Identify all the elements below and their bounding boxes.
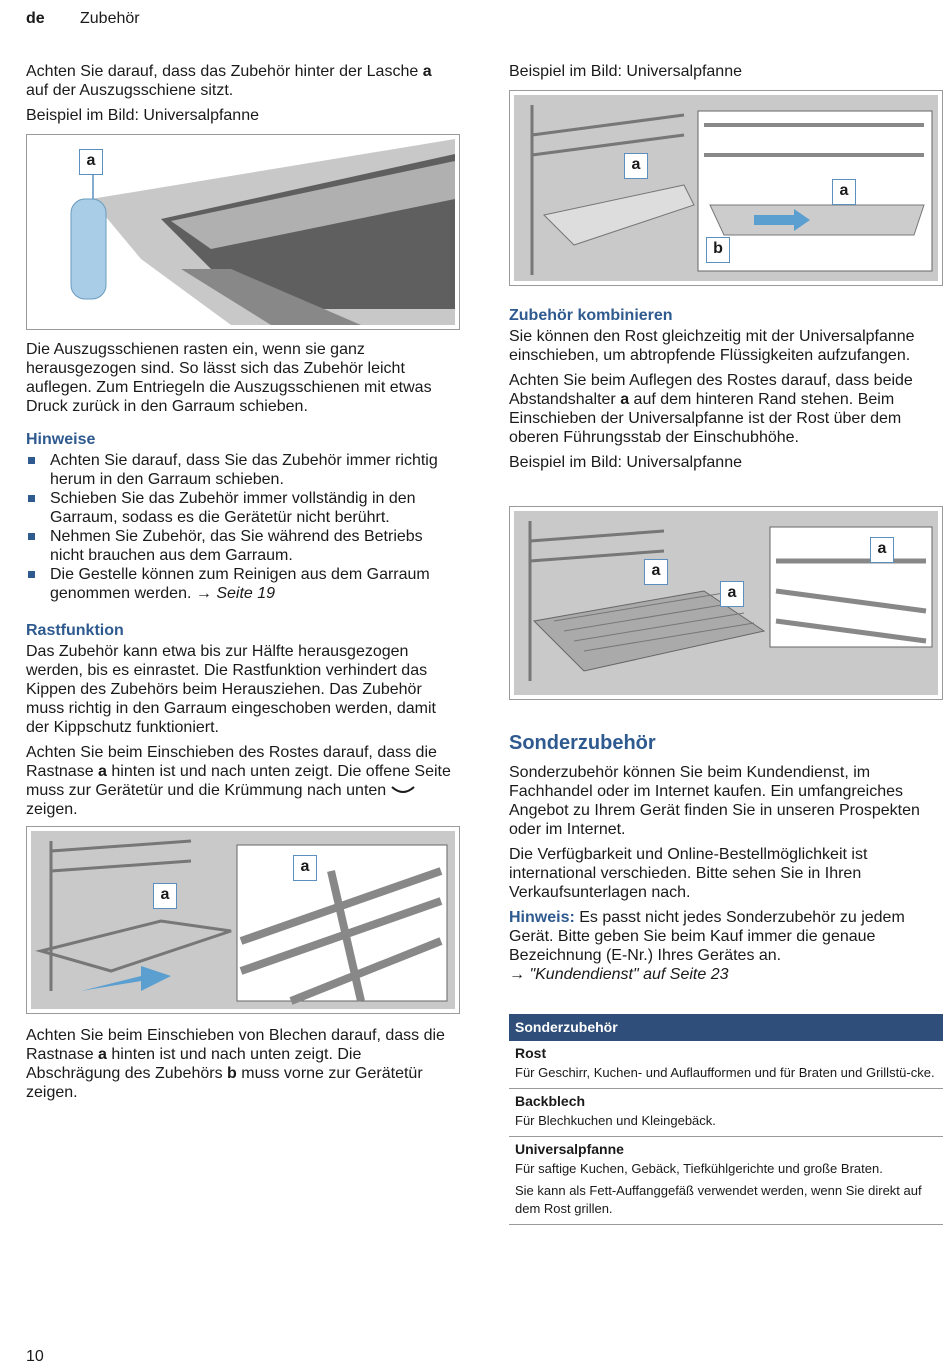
right-column-sonder	[509, 734, 941, 990]
paragraph-rast-2: Achten Sie beim Einschieben des Rostes darauf, dass die Rastnase a hinten ist und nach unten zeigt. Die offene Seite muss zur Gerätetür und die Krümmung nach unten zeigen.	[26, 744, 451, 818]
figure-rack-insert	[26, 826, 460, 1014]
paragraph-lasche: Achten Sie darauf, dass das Zubehör hinter der Lasche a auf der Auszugsschiene sitzt.	[26, 63, 432, 99]
left-column-top	[26, 62, 458, 131]
table-row	[509, 1137, 943, 1225]
example-caption: Beispiel im Bild: Universalpfanne	[509, 63, 742, 80]
accessory-name: Backblech	[515, 1093, 586, 1109]
list-item: Schieben Sie das Zubehör immer vollständig in den Garraum, sodass es die Gerätetür nicht berührt.	[26, 489, 458, 527]
accessory-desc: Für saftige Kuchen, Gebäck, Tiefkühlgerichte und große Braten.	[515, 1161, 883, 1176]
callout-b: b	[706, 237, 730, 263]
accessory-table	[509, 1014, 943, 1225]
paragraph-sonder-1: Sonderzubehör können Sie beim Kundendienst, im Fachhandel oder im Internet kaufen. Ein umfangreiches Angebot zu Ihrem Gerät finden Sie in unseren Prospekten oder im Internet.	[509, 764, 920, 838]
paragraph-komb-2: Achten Sie beim Auflegen des Rostes darauf, dass beide Abstandshalter a auf dem hinteren Rand stehen. Beim Einschieben der Universalpfanne ist der Rost über dem oberen Führungsstab der Einschubhöhe.	[509, 372, 913, 446]
hinweis-label: Hinweis:	[509, 909, 575, 926]
figure-rack-and-pan	[509, 506, 943, 700]
language-tag: de	[26, 10, 45, 27]
callout-a: a	[720, 581, 744, 607]
accessory-table-wrapper	[509, 1014, 943, 1225]
callout-a: a	[624, 153, 648, 179]
callout-a: a	[79, 149, 103, 175]
right-column-mid	[509, 306, 941, 478]
hinweise-heading: Hinweise	[26, 431, 96, 448]
left-column-mid	[26, 340, 458, 825]
list-item: Nehmen Sie Zubehör, das Sie während des Betriebs nicht brauchen aus dem Garraum.	[26, 527, 458, 565]
arrow-icon: →	[509, 966, 525, 983]
arrow-icon: →	[195, 585, 212, 602]
paragraph-rast-1: Das Zubehör kann etwa bis zur Hälfte herausgezogen werden, bis es einrastet. Die Rastfunktion verhindert das Kippen des Zubehörs beim Herausziehen. Das Zubehör muss richtig in den Garraum eingeschoben werden, damit der Kippschutz funktioniert.	[26, 643, 436, 736]
page-reference-link[interactable]: Seite 19	[216, 585, 276, 602]
left-column-bottom	[26, 1026, 458, 1108]
hinweise-list	[26, 451, 458, 603]
right-column-top	[509, 62, 941, 87]
rastfunktion-heading: Rastfunktion	[26, 622, 124, 639]
figure-pan-rails	[509, 90, 943, 286]
accessory-name: Rost	[515, 1045, 547, 1061]
callout-a: a	[832, 179, 856, 205]
accessory-desc: Sie kann als Fett-Auffanggefäß verwendet werden, wenn Sie direkt auf dem Rost grillen.	[515, 1183, 922, 1216]
table-header: Sonderzubehör	[509, 1014, 943, 1041]
accessory-name: Universalpfanne	[515, 1141, 624, 1157]
example-caption: Beispiel im Bild: Universalpfanne	[509, 454, 742, 471]
paragraph-hinweis: Hinweis: Es passt nicht jedes Sonderzubehör zu jedem Gerät. Bitte geben Sie beim Kauf immer die genaue Bezeichnung (E-Nr.) Ihres Gerätes an. → "Kundendienst" auf Seite 23	[509, 909, 905, 983]
callout-a: a	[870, 537, 894, 563]
paragraph-sonder-2: Die Verfügbarkeit und Online-Bestellmöglichkeit ist international verschieden. Bitte sehen Sie in Ihren Verkaufsunterlagen nach.	[509, 846, 868, 901]
paragraph-rast-3: Achten Sie beim Einschieben von Blechen darauf, dass die Rastnase a hinten ist und nach unten zeigt. Die Abschrägung des Zubehörs b muss vorne zur Gerätetür zeigen.	[26, 1027, 445, 1101]
accessory-desc: Für Geschirr, Kuchen- und Auflaufformen und für Braten und Grillstü-cke.	[515, 1065, 935, 1080]
paragraph-komb-1: Sie können den Rost gleichzeitig mit der Universalpfanne einschieben, um abtropfende Flüssigkeiten aufzufangen.	[509, 328, 915, 364]
paragraph-auszug: Die Auszugsschienen rasten ein, wenn sie ganz herausgezogen sind. So lässt sich das Zubehör leicht auflegen. Zum Entriegeln die Auszugsschienen mit etwas Druck zurück in den Garraum schieben.	[26, 341, 432, 415]
page-reference-link[interactable]: "Kundendienst" auf Seite 23	[529, 966, 729, 983]
kombinieren-heading: Zubehör kombinieren	[509, 307, 673, 324]
callout-a: a	[153, 883, 177, 909]
section-title: Zubehör	[80, 10, 140, 27]
curve-down-icon	[391, 785, 415, 795]
list-item: Die Gestelle können zum Reinigen aus dem Garraum genommen werden. → Seite 19	[26, 565, 458, 603]
table-row	[509, 1041, 943, 1089]
example-caption: Beispiel im Bild: Universalpfanne	[26, 107, 259, 124]
sonderzubehoer-heading: Sonderzubehör	[509, 732, 656, 754]
list-item: Achten Sie darauf, dass Sie das Zubehör immer richtig herum in den Garraum schieben.	[26, 451, 458, 489]
rack-insert-illustration	[31, 831, 455, 1009]
accessory-desc: Für Blechkuchen und Kleingebäck.	[515, 1113, 716, 1128]
callout-a: a	[644, 559, 668, 585]
callout-a: a	[293, 855, 317, 881]
figure-rail-tab	[26, 134, 460, 330]
table-row	[509, 1089, 943, 1137]
page-number: 10	[26, 1348, 44, 1365]
